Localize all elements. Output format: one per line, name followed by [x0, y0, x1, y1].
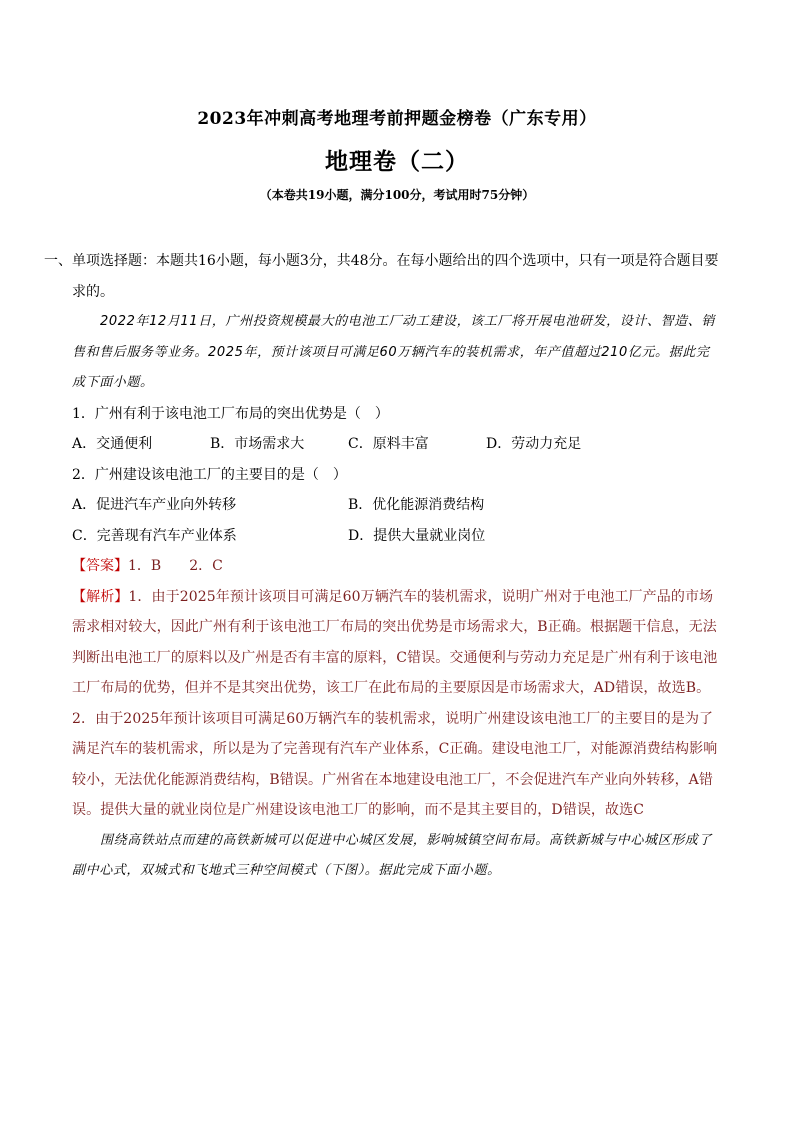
analysis-tag: 【解析】: [72, 588, 129, 605]
question-2-stem: 2．广州建设该电池工厂的主要目的是（ ）: [72, 466, 347, 483]
answer-line: [72, 551, 722, 582]
q1-option-d: D．劳动力充足: [486, 436, 582, 452]
q1-option-b: B．市场需求大: [210, 436, 305, 452]
q2-option-a: A．促进汽车产业向外转移: [72, 497, 237, 513]
q1-option-c: C．原料丰富: [348, 436, 429, 452]
question-1-options: [72, 429, 722, 460]
passage-2: 围绕高铁站点而建的高铁新城可以促进中心城区发展，影响城镇空间布局。高铁新城与中心城区形成了副中心式，双城式和飞地式三种空间模式（下图）。据此完成下面小题。: [72, 832, 713, 878]
q2-option-c: C．完善现有汽车产业体系: [72, 527, 237, 544]
paper-title: 地理卷（二）: [325, 148, 469, 175]
q2-option-b: B．优化能源消费结构: [348, 497, 485, 513]
passage-1: 2022年12月11日，广州投资规模最大的电池工厂动工建设，该工厂将开展电池研发，设计、智造、销售和售后服务等业务。2025年，预计该项目可满足60万辆汽车的装机需求，年产值超过210亿元。据此完成下面小题。: [72, 314, 715, 390]
answer-text: 1．B 2．C: [128, 558, 223, 574]
analysis-part-2: 2．由于2025年预计该项目可满足60万辆汽车的装机需求，说明广州建设该电池工厂的主要目的是为了满足汽车的装机需求，所以是为了完善现有汽车产业体系，C正确。建设电池工厂，对能源消费结构影响较小，无法优化能源消费结构，B错误。广州省在本地建设电池工厂，不会促进汽车产业向外转移，A错误。提供大量的就业岗位是广州建设该电池工厂的影响，而不是其主要目的，D错误，故选C: [72, 710, 718, 818]
analysis-text-1: 1．由于2025年预计该项目可满足60万辆汽车的装机需求，说明广州对于电池工厂产品的市场需求相对较大，因此广州有利于该电池工厂布局的突出优势是市场需求大，B正确。根据题干信息，无法判断出电池工厂的原料以及广州是否有丰富的原料，C错误。交通便利与劳动力充足是广州有利于该电池工厂布局的优势，但并不是其突出优势，该工厂在此布局的主要原因是市场需求大，AD错误，故选B。: [72, 588, 718, 696]
analysis-part-1: [72, 582, 722, 704]
answer-tag: 【答案】: [72, 558, 128, 574]
question-2-options-row2: [72, 521, 722, 552]
q1-option-a: A．交通便利: [72, 436, 153, 452]
section-heading: 一、单项选择题：本题共16小题，每小题3分，共48分。在每小题给出的四个选项中，只有一项是符合题目要求的。: [44, 253, 719, 300]
question-2-options-row1: [72, 490, 722, 521]
question-1-stem: 1．广州有利于该电池工厂布局的突出优势是（ ）: [72, 405, 389, 422]
content-body: [44, 246, 722, 887]
q2-option-d: D．提供大量就业岗位: [348, 527, 486, 544]
paper-note: （本卷共19小题，满分100分，考试用时75分钟）: [259, 188, 535, 202]
exam-title: 2023年冲刺高考地理考前押题金榜卷（广东专用）: [197, 109, 597, 129]
